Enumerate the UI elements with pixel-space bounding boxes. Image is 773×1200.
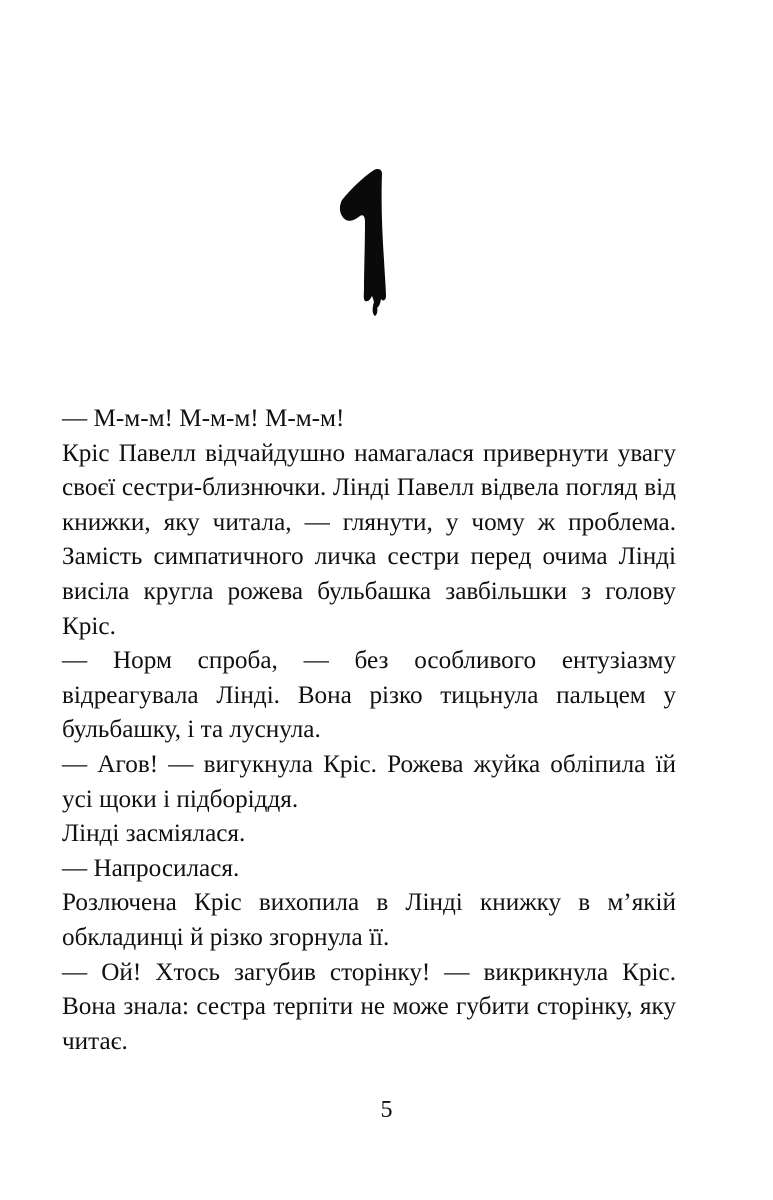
page-number: 5 — [380, 1097, 393, 1123]
paragraph: Розлючена Кріс вихопила в Лінді книжку в м’якій обкладинці й різко згорнула її. — [62, 889, 676, 951]
paragraph: — Норм спроба, — без особливого ентузіазму відреагувала Лінді. Вона різко тицьнула пальцем у бульбашку, і та луснула. — [62, 647, 676, 744]
paragraph: — Ой! Хтось загубив сторінку! — викрикнула Кріс. Вона знала: сестра терпіти не може губити сторінку, яку читає. — [62, 958, 676, 1055]
dripping-numeral-one-icon — [320, 160, 430, 320]
chapter-number — [320, 160, 430, 320]
paragraph: — Напросилася. — [62, 854, 240, 882]
paragraph: Кріс Павелл відчайдушно намагалася привернути увагу своєї сестри-близнючки. Лінді Павелл відвела погляд від книжки, яку читала, — глянути, у чому ж проблема. Замість симпатичного личка сестри перед очима Лінді висіла кругла рожева бульбашка завбільшки з голову Кріс. — [62, 439, 676, 640]
paragraph: Лінді засміялася. — [62, 820, 246, 848]
paragraph: — М-м-м! М-м-м! М-м-м! — [62, 405, 345, 432]
chapter-text — [62, 402, 676, 1059]
paragraph: — Агов! — вигукнула Кріс. Рожева жуйка обліпила їй усі щоки і підборіддя. — [62, 750, 676, 813]
